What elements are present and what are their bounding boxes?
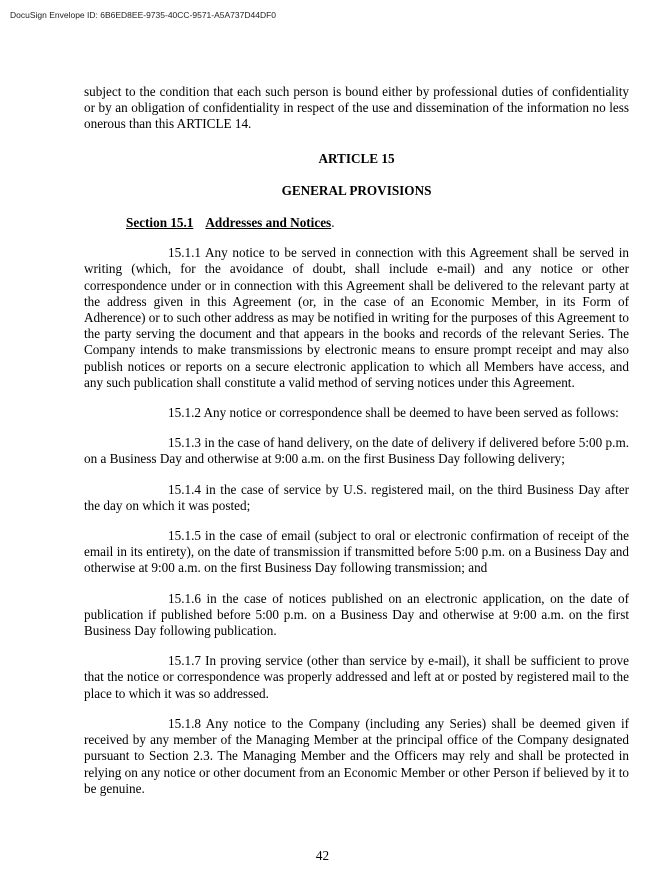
paragraph-15-1-2: 15.1.2 Any notice or correspondence shall be deemed to have been served as follows: <box>168 405 619 421</box>
page-number: 42 <box>315 848 330 863</box>
paragraph-15-1-7: 15.1.7 In proving service (other than service by e-mail), it shall be sufficient to prove that the notice or correspondence was properly addressed and left at or posted by registered mail to the place to which it was so addressed. <box>84 653 629 701</box>
section-title: Addresses and Notices <box>205 215 332 231</box>
docusign-envelope-id: DocuSign Envelope ID: 6B6ED8EE-9735-40CC-9571-A5A737D44DF0 <box>10 10 277 20</box>
article-number: ARTICLE 15 <box>318 150 395 166</box>
document-body <box>84 84 629 811</box>
paragraph-15-1-4: 15.1.4 in the case of service by U.S. registered mail, on the third Business Day after the day on which it was posted; <box>84 481 629 513</box>
paragraph-15-1-8: 15.1.8 Any notice to the Company (including any Series) shall be deemed given if received by any member of the Managing Member at the principal office of the Company designated pursuant to Section 2.3. The Managing Member and the Officers may rely and shall be protected in relying on any notice or other document from an Economic Member or other Person if believed by it to be genuine. <box>84 715 629 796</box>
continued-paragraph: subject to the condition that each such person is bound either by professional duties of confidentiality or by an obligation of confidentiality in respect of the use and dissemination of the information no less onerous than this ARTICLE 14. <box>84 84 629 132</box>
article-title: GENERAL PROVISIONS <box>281 182 432 198</box>
paragraph-15-1-6: 15.1.6 in the case of notices published on an electronic application, on the date of publication if published before 5:00 p.m. on a Business Day and otherwise at 9:00 a.m. on the first Business Day following publication. <box>84 590 629 639</box>
paragraph-15-1-5: 15.1.5 in the case of email (subject to oral or electronic confirmation of receipt of the email in its entirety), on the date of transmission if transmitted before 5:00 p.m. on a Business Day and otherwise at 9:00 a.m. on the first Business Day following transmission; and <box>84 528 629 576</box>
paragraph-15-1-1: 15.1.1 Any notice to be served in connection with this Agreement shall be served in writing (which, for the avoidance of doubt, shall include e-mail) and any notice or other correspondence under or in connection with this Agreement shall be delivered to the relevant party at the address given in this Agreement (or, in the case of an Economic Member, in its Form of Adherence) or to such other address as may be notified in writing for the purposes of this Agreement to the party serving the document and that appears in the books and records of the relevant Series. The Company intends to make transmissions by electronic means to ensure prompt receipt and may also publish notices or reports on a secure electronic application to which all Members have access, and any such publication shall constitute a valid method of serving notices under this Agreement. <box>84 245 629 390</box>
section-number: Section 15.1 <box>126 215 194 231</box>
paragraph-15-1-3: 15.1.3 in the case of hand delivery, on the date of delivery if delivered before 5:00 p.m. on a Business Day and otherwise at 9:00 a.m. on the first Business Day following delivery; <box>84 435 629 467</box>
section-title-period: . <box>331 215 335 231</box>
section-heading <box>126 215 629 231</box>
